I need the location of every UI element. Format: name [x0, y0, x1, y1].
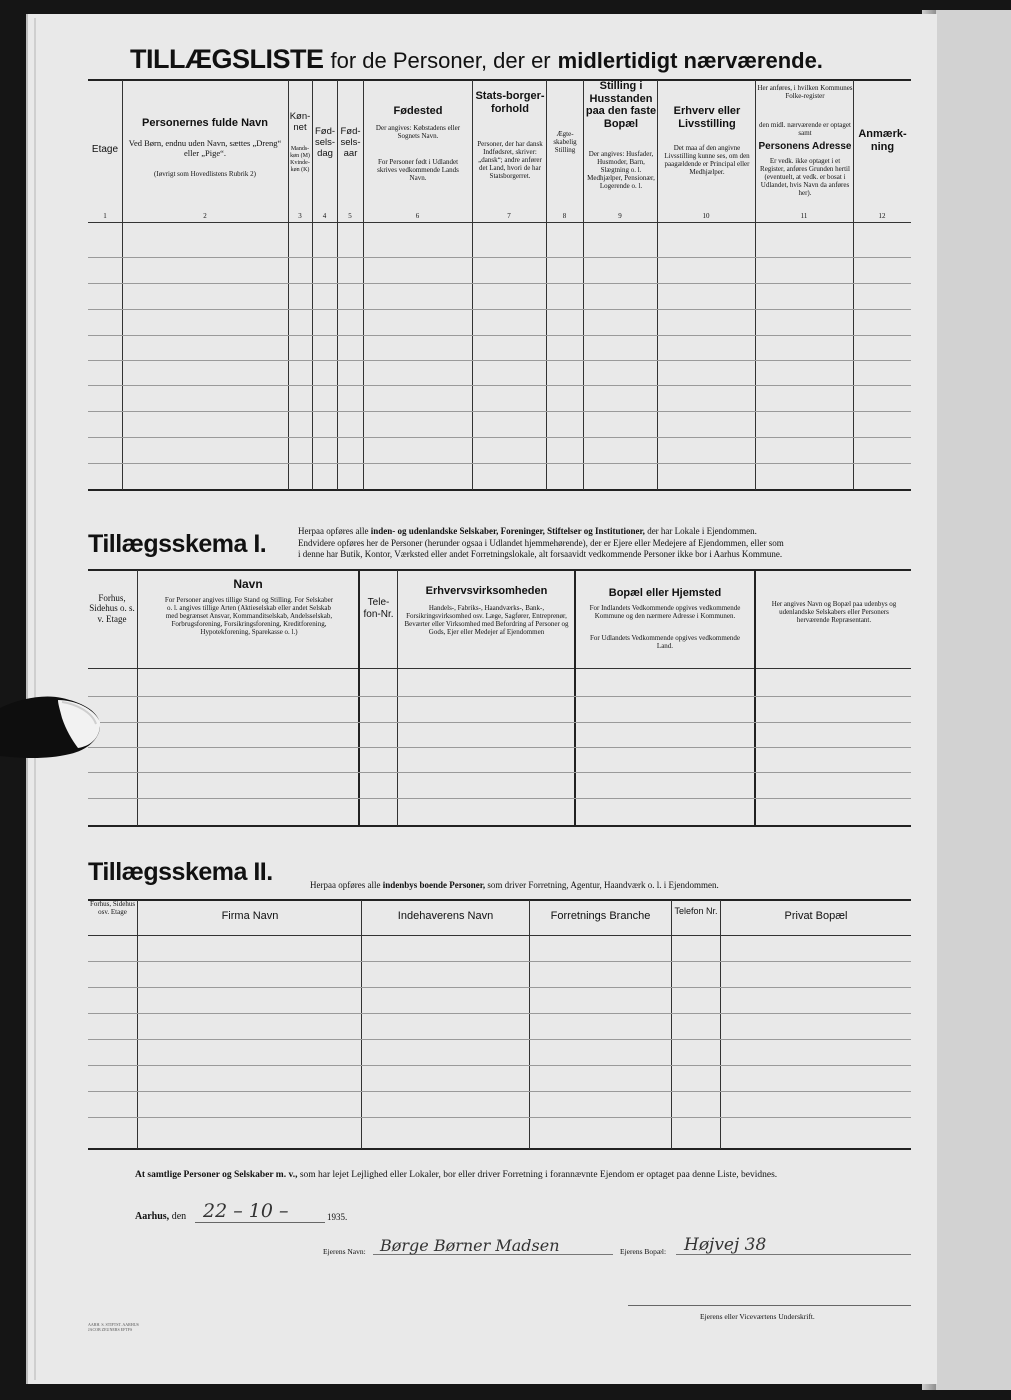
title-end: midlertidigt nærværende. — [557, 48, 823, 73]
title-bold: TILLÆGSLISTE — [130, 44, 324, 74]
col-gender-note: Mands-køn (M) Kvinde-køn (K) — [290, 146, 310, 173]
year-label: 1935. — [327, 1212, 348, 1222]
printer-imprint: AARH. S. STIFTST. AARHUS JACOB ZEUNERS EFTFS — [88, 1322, 139, 1332]
skema1-col-etage: Forhus, Sidehus o. s. v. Etage — [89, 593, 135, 624]
col-birthday-header: Fød-sels-dag — [314, 126, 336, 159]
owner-name-label: Ejerens Navn: — [323, 1247, 366, 1256]
skema2-description: Herpaa opføres alle indenbys boende Personer, som driver Forretning, Agentur, Haandværk o. l. i Ejendommen. — [310, 880, 719, 890]
den-label: den — [171, 1211, 187, 1222]
skema2-col-telefon: Telefon Nr. — [674, 906, 718, 916]
skema2-col-firma: Firma Navn — [221, 910, 279, 922]
col-number-1: 1 — [103, 212, 107, 220]
col-birthplace-note: Der angives: Købstadens eller Sognets Navn. — [375, 124, 461, 141]
col-citizenship-note: Personer, der har dansk Indfødsret, skriver: „dansk“; andre anfører det Land, hvori de har Statsborgerret. — [477, 140, 543, 181]
skema2-col-indehaver: Indehaverens Navn — [397, 910, 494, 922]
skema2-col-bopael: Privat Bopæl — [784, 910, 848, 922]
skema1-col-navn-note: For Personer angives tillige Stand og Stilling. For Selskaber o. l. angives tillige Arten (Aktieselskab eller andet Selskab med begrænset Ansvar, Kommanditselskab, Andelsselskab, Forbrugsforening, Forsikringsforening, Kreditforening, Hypotekforening, Sparekasse o. l.) — [164, 596, 334, 637]
col-remarks-header: Anmærk-ning — [858, 128, 907, 153]
col-number-2: 2 — [203, 212, 207, 220]
col-address-note: Er vedk. ikke optaget i et Register, anføres Grunden hertil (eventuelt, at vedk. er bosat i Udlandet, hvis Navn da anføres her). — [760, 157, 850, 198]
main-table-bottom-rule — [88, 489, 911, 491]
col-number-3: 3 — [298, 212, 302, 220]
skema2-col-branche: Forretnings Branche — [550, 910, 651, 922]
city-label: Aarhus, — [135, 1211, 170, 1222]
col-gender-header: Køn-net — [289, 111, 311, 133]
col-birthplace-header: Fødested — [393, 105, 443, 117]
col-number-11: 11 — [800, 212, 808, 220]
skema1-description: Herpaa opføres alle inden- og udenlandske Selskaber, Foreninger, Stiftelser og Institutioner, der har Lokale i Ejendommen. Endvidere opføres her de Personer (herunder ogsaa i Udlandet hjemmehørende), der er Ejere eller Medejere af Ejendommen, eller som i denne har Butik, Kontor, Værksted eller andet Forretningslokale, alt forsaavidt vedkommende Personer ikke bor i Aarhus Kommune. — [298, 526, 784, 560]
col-occupation-header: Erhverv eller Livsstilling — [673, 105, 741, 130]
title-mid: for de Personer, der er — [330, 48, 551, 73]
col-household-header: Stilling i Husstanden paa den faste Bopæl — [585, 80, 657, 130]
date-line — [135, 1211, 186, 1222]
signature-label: Ejerens eller Viceværtens Underskrift. — [700, 1312, 815, 1321]
skema1-col-bopael: Bopæl eller Hjemsted — [608, 587, 722, 599]
col-number-12: 12 — [878, 212, 886, 220]
signature-line — [628, 1305, 911, 1306]
skema1-col-bopael-note: For Indlandets Vedkommende opgives vedkommende Kommune og den nærmere Adresse i Kommunen. — [589, 604, 741, 621]
owner-address-label: Ejerens Bopæl: — [620, 1247, 667, 1256]
col-number-7: 7 — [507, 212, 511, 220]
title-rule — [88, 79, 911, 81]
form-title — [130, 44, 823, 75]
skema1-col-navn: Navn — [233, 577, 263, 591]
date-underline — [195, 1222, 325, 1223]
col-number-4: 4 — [322, 212, 327, 220]
skema1-col-erhverv: Erhvervsvirksomheden — [425, 585, 548, 597]
skema1-col-telefon: Tele-fon-Nr. — [363, 597, 394, 620]
col-name-note: Ved Børn, endnu uden Navn, sættes „Dreng“ eller „Pige“. — [128, 138, 282, 158]
col-address-pre: Her anføres, i hvilken Kommunes Folke-register — [757, 84, 853, 101]
col-number-8: 8 — [562, 212, 567, 220]
col-address-header: Personens Adresse — [758, 141, 852, 152]
owner-name-handwritten: Børge Børner Madsen — [380, 1236, 560, 1255]
skema1-col-repr: Her angives Navn og Bopæl paa udenbys og udenlandske Selskabers eller Personers herværende Repræsentant. — [771, 600, 897, 625]
col-household-note: Der angives: Husfader, Husmoder, Barn, Slægtning o. l. Medhjælper, Pensionær, Logerende o. l. — [587, 150, 655, 191]
skema1-col-bopael-note2: For Udlandets Vedkommende opgives vedkommende Land. — [590, 634, 740, 651]
adjacent-page — [935, 10, 1011, 1390]
col-number-6: 6 — [415, 212, 420, 220]
col-birthplace-note2: For Personer født i Udlandet skrives vedkommende Lands Navn. — [377, 158, 459, 183]
handwritten-date: 22 – 10 – — [203, 1200, 289, 1222]
col-birthyear-header: Fød-sels-aar — [340, 126, 361, 159]
col-name-note2: (Iøvrigt som Hovedlistens Rubrik 2) — [154, 170, 256, 178]
col-number-10: 10 — [702, 212, 710, 220]
skema2-title: Tillægsskema II. — [88, 858, 273, 886]
col-name-header: Personernes fulde Navn — [142, 117, 268, 129]
skema1-title: Tillægsskema I. — [88, 530, 267, 558]
skema2-col-etage: Forhus, Sidehus osv. Etage — [89, 900, 136, 917]
col-etage-header: Etage — [91, 144, 119, 155]
attestation-statement: At samtlige Personer og Selskaber m. v., som har lejet Lejlighed eller Lokaler, bor eller driver Forretning i forannævnte Ejendom er optaget paa denne Liste, bevidnes. — [135, 1170, 778, 1180]
col-address-pre2: den midl. nærværende er optaget samt — [759, 121, 851, 138]
col-number-5: 5 — [348, 212, 352, 220]
col-number-9: 9 — [618, 212, 622, 220]
col-marital-header: Ægte-skabelig Stilling — [553, 130, 577, 155]
col-occupation-note: Det maa af den angivne Livsstilling kunne ses, om den paagældende er Principal eller Medhjælper. — [664, 144, 750, 177]
skema1-col-erhverv-note: Handels-, Fabriks-, Haandværks-, Bank-, Forsikringsvirksomhed osv. Læge, Sagfører, Entreprenør, Beværter eller Virksomhed med Befordring af Personer og Gods, Ejer eller Medejer af Ejendommen — [404, 604, 569, 637]
owner-address-handwritten: Højvej 38 — [684, 1235, 767, 1255]
col-citizenship-header: Stats-borger-forhold — [475, 90, 545, 115]
thumb-holding-page — [0, 690, 100, 762]
